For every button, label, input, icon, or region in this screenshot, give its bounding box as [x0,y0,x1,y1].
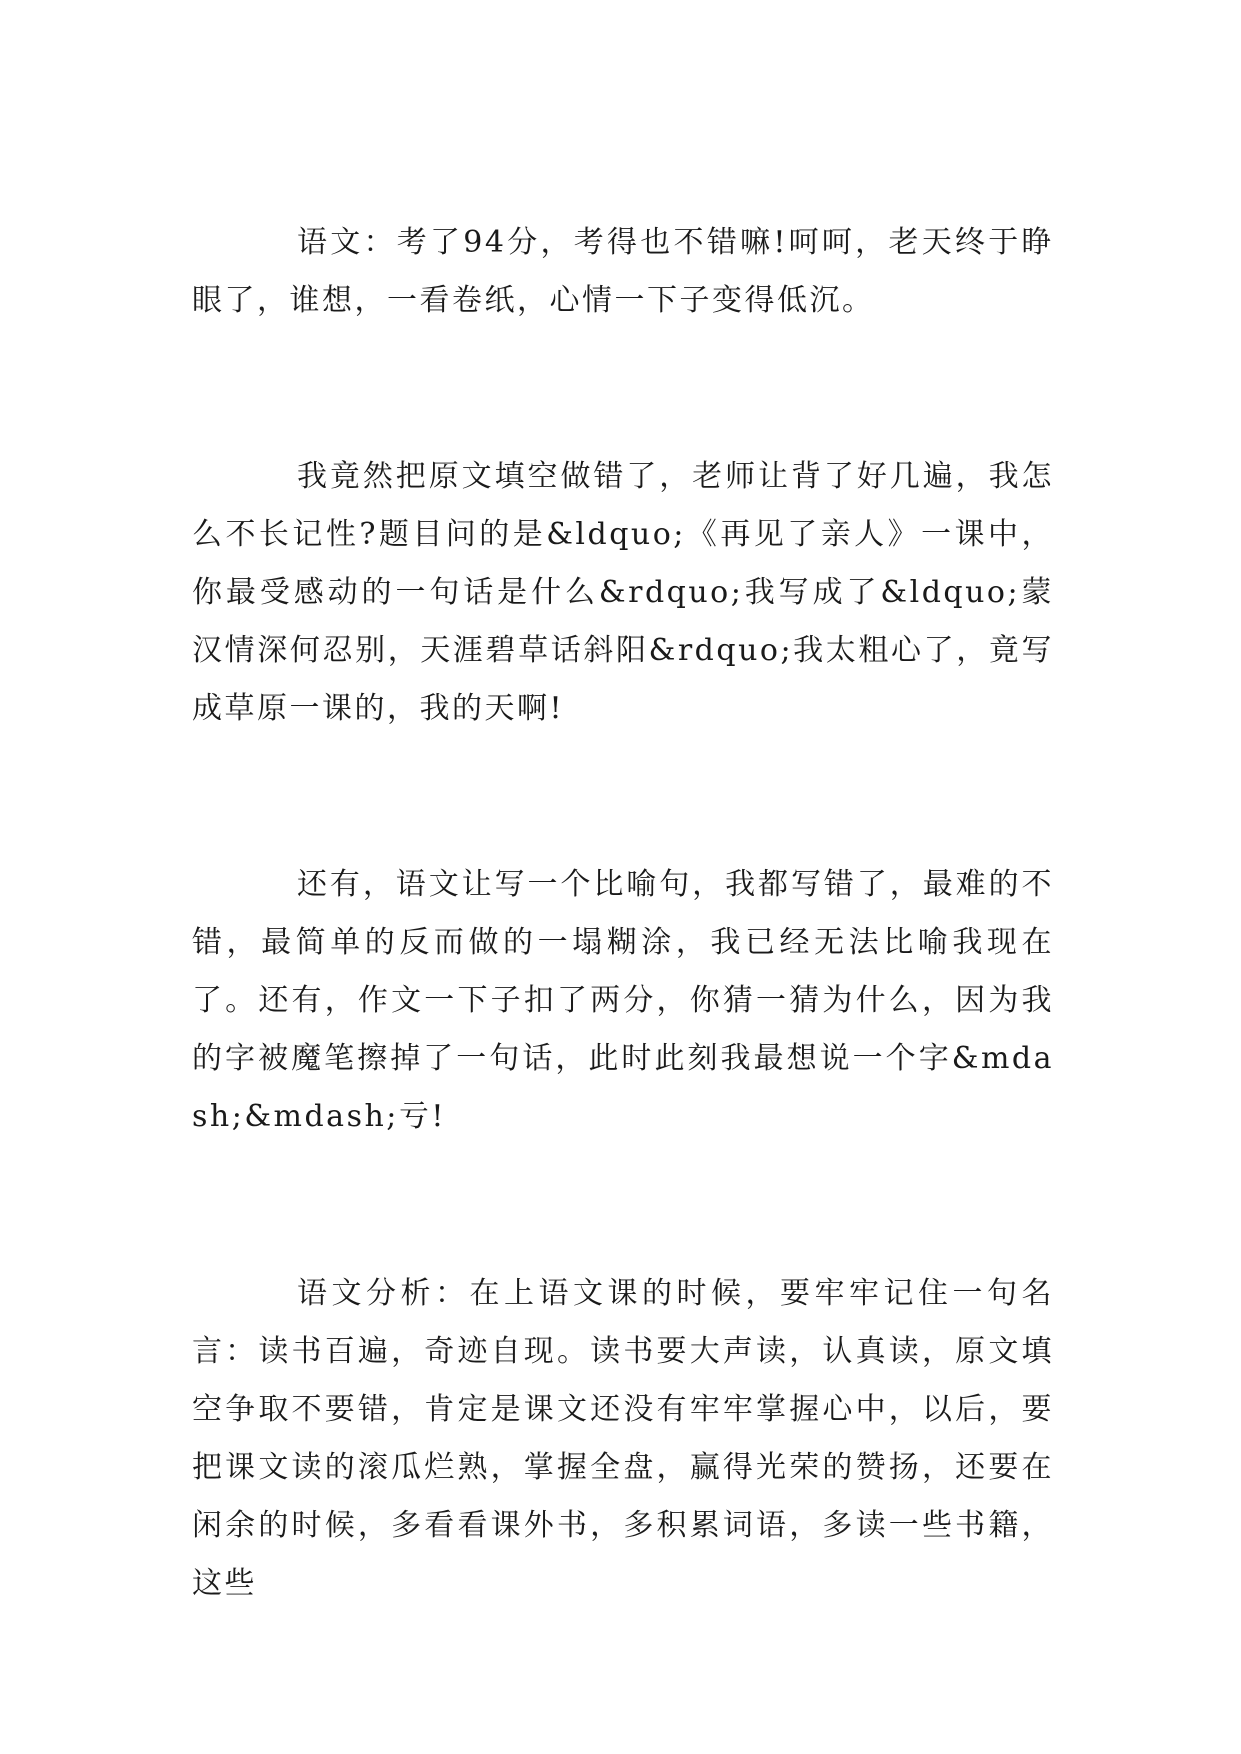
paragraph-chinese-score: 语文：考了94分，考得也不错嘛!呵呵，老天终于睁眼了，谁想，一看卷纸，心情一下子变得低沉。 [192,225,1054,318]
paragraph-metaphor-and-essay: 还有，语文让写一个比喻句，我都写错了，最难的不错，最简单的反而做的一塌糊涂，我已经无法比喻我现在了。还有，作文一下子扣了两分，你猜一猜为什么，因为我的字被魔笔擦掉了一句话，此时此刻我最想说一个字&mdash;&mdash;亏! [192,867,1054,1134]
paragraph-chinese-analysis: 语文分析：在上语文课的时候，要牢牢记住一句名言：读书百遍，奇迹自现。读书要大声读，认真读，原文填空争取不要错，肯定是课文还没有牢牢掌握心中，以后，要把课文读的滚瓜烂熟，掌握全盘，赢得光荣的赞扬，还要在闲余的时候，多看看课外书，多积累词语，多读一些书籍，这些 [192,1276,1054,1601]
paragraph-fill-in-mistake: 我竟然把原文填空做错了，老师让背了好几遍，我怎么不长记性?题目问的是&ldquo;《再见了亲人》一课中，你最受感动的一句话是什么&rdquo;我写成了&ldquo;蒙汉情深何忍别，天涯碧草话斜阳&rdquo;我太粗心了，竟写成草原一课的，我的天啊! [192,459,1054,726]
